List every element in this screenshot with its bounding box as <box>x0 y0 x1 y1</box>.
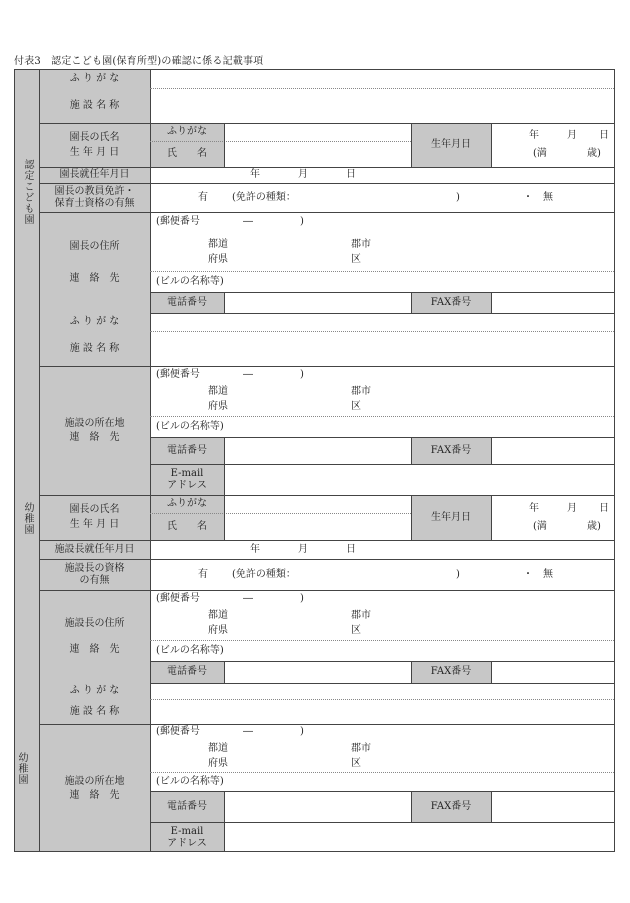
email-input-2[interactable] <box>224 464 615 495</box>
addr4-ku: 区 <box>351 758 361 769</box>
bd-age-open: (満 <box>533 148 547 159</box>
head-qual-line2-2: の有無 <box>79 574 110 586</box>
facility-name-input-2[interactable] <box>150 331 615 366</box>
facility-furigana-input-3[interactable] <box>150 683 615 699</box>
fax-label: FAX番号 <box>411 292 491 313</box>
director-name-label-2 <box>39 495 150 540</box>
phone-label-2: 電話番号 <box>150 437 224 464</box>
head-address-label-2 <box>39 590 150 683</box>
birth-date-label-2: 生年月日 <box>411 495 491 540</box>
email-label-2 <box>150 464 224 495</box>
facility-location-text-2: 施設の所在地 <box>64 417 125 429</box>
addr3-dash: ― <box>243 593 253 604</box>
name-sub-label-2: 氏 名 <box>150 513 224 540</box>
facility-name-label-3: 施 設 名 称 <box>39 699 150 724</box>
facility-location-label-3 <box>39 724 150 852</box>
building-field-4[interactable]: (ビルの名称等) <box>156 775 224 787</box>
facility-location-text-3: 施設の所在地 <box>64 775 125 787</box>
addr1-gunshi: 郡市 <box>351 239 371 250</box>
contact-text-2: 連 絡 先 <box>69 431 120 443</box>
q2-type: (免許の種類： <box>232 569 296 580</box>
birth-date-field[interactable] <box>491 123 615 167</box>
q2-close: ) <box>456 569 460 580</box>
addr4-gunshi: 郡市 <box>351 743 371 754</box>
addr2-dash: ― <box>243 369 253 380</box>
head-address-text-2: 施設長の住所 <box>64 617 125 629</box>
director-name-label <box>39 123 150 167</box>
addr3-postal: (郵便番号 <box>156 593 200 604</box>
lic-type: (免許の種類： <box>232 192 296 203</box>
bd-age-close: 歳) <box>587 148 601 159</box>
contact-text-2b: 連 絡 先 <box>69 643 120 655</box>
furigana-label: ふ り が な <box>39 70 150 88</box>
fax-input-2[interactable] <box>491 437 615 464</box>
bd-year: 年 <box>529 130 539 141</box>
addr1-fuken: 府県 <box>208 254 228 265</box>
email-label-line1-2: E-mail <box>170 467 204 479</box>
contact-text-3: 連 絡 先 <box>69 789 120 801</box>
q2-none: ・ 無 <box>523 569 553 580</box>
head-qual-label-2 <box>39 559 150 590</box>
lic-close: ) <box>456 192 460 203</box>
phone-input-3[interactable] <box>224 661 411 683</box>
phone-input-4[interactable] <box>224 791 411 822</box>
director-address-label <box>39 212 150 313</box>
birth-date-label: 生年月日 <box>411 123 491 167</box>
director-furigana-input-2[interactable] <box>224 495 411 513</box>
email-input-4[interactable] <box>224 822 615 852</box>
email-label-line2-2: アドレス <box>167 479 207 491</box>
fax-input-4[interactable] <box>491 791 615 822</box>
fax-input-3[interactable] <box>491 661 615 683</box>
facility-name-input[interactable] <box>150 88 615 123</box>
addr1-todo: 都道 <box>208 239 228 250</box>
sd2-day: 日 <box>346 544 356 555</box>
bd2-day: 日 <box>599 503 609 514</box>
furigana-label-3: ふ り が な <box>39 683 150 699</box>
addr3-fuken: 府県 <box>208 625 228 636</box>
bd2-month: 月 <box>567 503 577 514</box>
fax-label-3: FAX番号 <box>411 661 491 683</box>
head-start-date-label-2: 施設長就任年月日 <box>39 540 150 559</box>
lic-yes: 有 <box>198 192 208 203</box>
license-label-line2: 保育士資格の有無 <box>54 197 135 209</box>
building-field-2[interactable]: (ビルの名称等) <box>156 420 224 432</box>
phone-input-2[interactable] <box>224 437 411 464</box>
table-caption: 付表3 認定こども園(保育所型)の確認に係る記載事項 <box>14 56 264 67</box>
section-label-nintei: 認定こども園 <box>15 70 39 313</box>
director-address-text: 園長の住所 <box>69 240 120 252</box>
birth-date-text-2: 生 年 月 日 <box>69 519 120 530</box>
building-field-3[interactable]: (ビルの名称等) <box>156 644 224 656</box>
bd2-year: 年 <box>529 503 539 514</box>
addr2-fuken: 府県 <box>208 401 228 412</box>
phone-input[interactable] <box>224 292 411 313</box>
q2-yes: 有 <box>198 569 208 580</box>
license-label <box>39 183 150 212</box>
sd-day: 日 <box>346 169 356 180</box>
addr2-postal: (郵便番号 <box>156 369 200 380</box>
fax-label-2: FAX番号 <box>411 437 491 464</box>
facility-furigana-input-2[interactable] <box>150 313 615 331</box>
facility-furigana-input[interactable] <box>150 70 615 88</box>
addr4-dash: ― <box>243 726 253 737</box>
facility-name-input-3[interactable] <box>150 699 615 724</box>
furigana-sub-label: ふりがな <box>150 123 224 141</box>
bd2-age-close: 歳) <box>587 521 601 532</box>
sd2-year: 年 <box>250 544 260 555</box>
section-label-youchien-2: 幼稚園 <box>15 683 39 852</box>
director-name-text-2: 園長の氏名 <box>69 504 120 515</box>
license-label-line1: 園長の教員免許・ <box>54 185 135 197</box>
building-field[interactable]: (ビルの名称等) <box>156 275 224 287</box>
addr3-ku: 区 <box>351 625 361 636</box>
facility-name-label-2: 施 設 名 称 <box>39 331 150 366</box>
furigana-sub-label-2: ふりがな <box>150 495 224 513</box>
addr2-close: ) <box>300 369 304 380</box>
sd-year: 年 <box>250 169 260 180</box>
facility-location-label-2 <box>39 366 150 495</box>
furigana-label-2: ふ り が な <box>39 313 150 331</box>
director-name-text: 園長の氏名 <box>69 131 120 143</box>
director-start-date-label: 園長就任年月日 <box>39 167 150 183</box>
director-start-date-field[interactable] <box>150 167 615 183</box>
addr4-fuken: 府県 <box>208 758 228 769</box>
birth-date-text: 生 年 月 日 <box>69 146 120 158</box>
addr1-postal: (郵便番号 <box>156 216 200 227</box>
fax-label-4: FAX番号 <box>411 791 491 822</box>
bd-day: 日 <box>599 130 609 141</box>
director-furigana-input[interactable] <box>224 123 411 141</box>
addr3-todo: 都道 <box>208 610 228 621</box>
phone-label: 電話番号 <box>150 292 224 313</box>
email-label-4 <box>150 822 224 852</box>
addr4-postal: (郵便番号 <box>156 726 200 737</box>
email-label-line1-4: E-mail <box>170 825 204 837</box>
addr1-close: ) <box>300 216 304 227</box>
birth-date-field-2[interactable] <box>491 495 615 540</box>
addr1-ku: 区 <box>351 254 361 265</box>
phone-label-4: 電話番号 <box>150 791 224 822</box>
name-sub-label: 氏 名 <box>150 141 224 167</box>
addr3-gunshi: 郡市 <box>351 610 371 621</box>
director-name-input[interactable] <box>224 141 411 167</box>
email-label-line2-4: アドレス <box>167 837 207 849</box>
director-name-input-2[interactable] <box>224 513 411 540</box>
sd2-month: 月 <box>298 544 308 555</box>
bd-month: 月 <box>567 130 577 141</box>
addr2-ku: 区 <box>351 401 361 412</box>
lic-none: ・ 無 <box>523 192 553 203</box>
addr3-close: ) <box>300 593 304 604</box>
addr4-close: ) <box>300 726 304 737</box>
addr1-dash: ― <box>243 216 253 227</box>
head-start-date-field-2[interactable] <box>150 540 615 559</box>
sd-month: 月 <box>298 169 308 180</box>
addr2-gunshi: 郡市 <box>351 386 371 397</box>
contact-text: 連 絡 先 <box>69 272 120 284</box>
head-qual-line1-2: 施設長の資格 <box>64 562 125 574</box>
form-table <box>14 69 615 852</box>
fax-input[interactable] <box>491 292 615 313</box>
addr4-todo: 都道 <box>208 743 228 754</box>
addr2-todo: 都道 <box>208 386 228 397</box>
bd2-age-open: (満 <box>533 521 547 532</box>
phone-label-3: 電話番号 <box>150 661 224 683</box>
facility-name-label: 施 設 名 称 <box>39 88 150 123</box>
section-label-youchien-1: 幼稚園 <box>15 313 39 683</box>
